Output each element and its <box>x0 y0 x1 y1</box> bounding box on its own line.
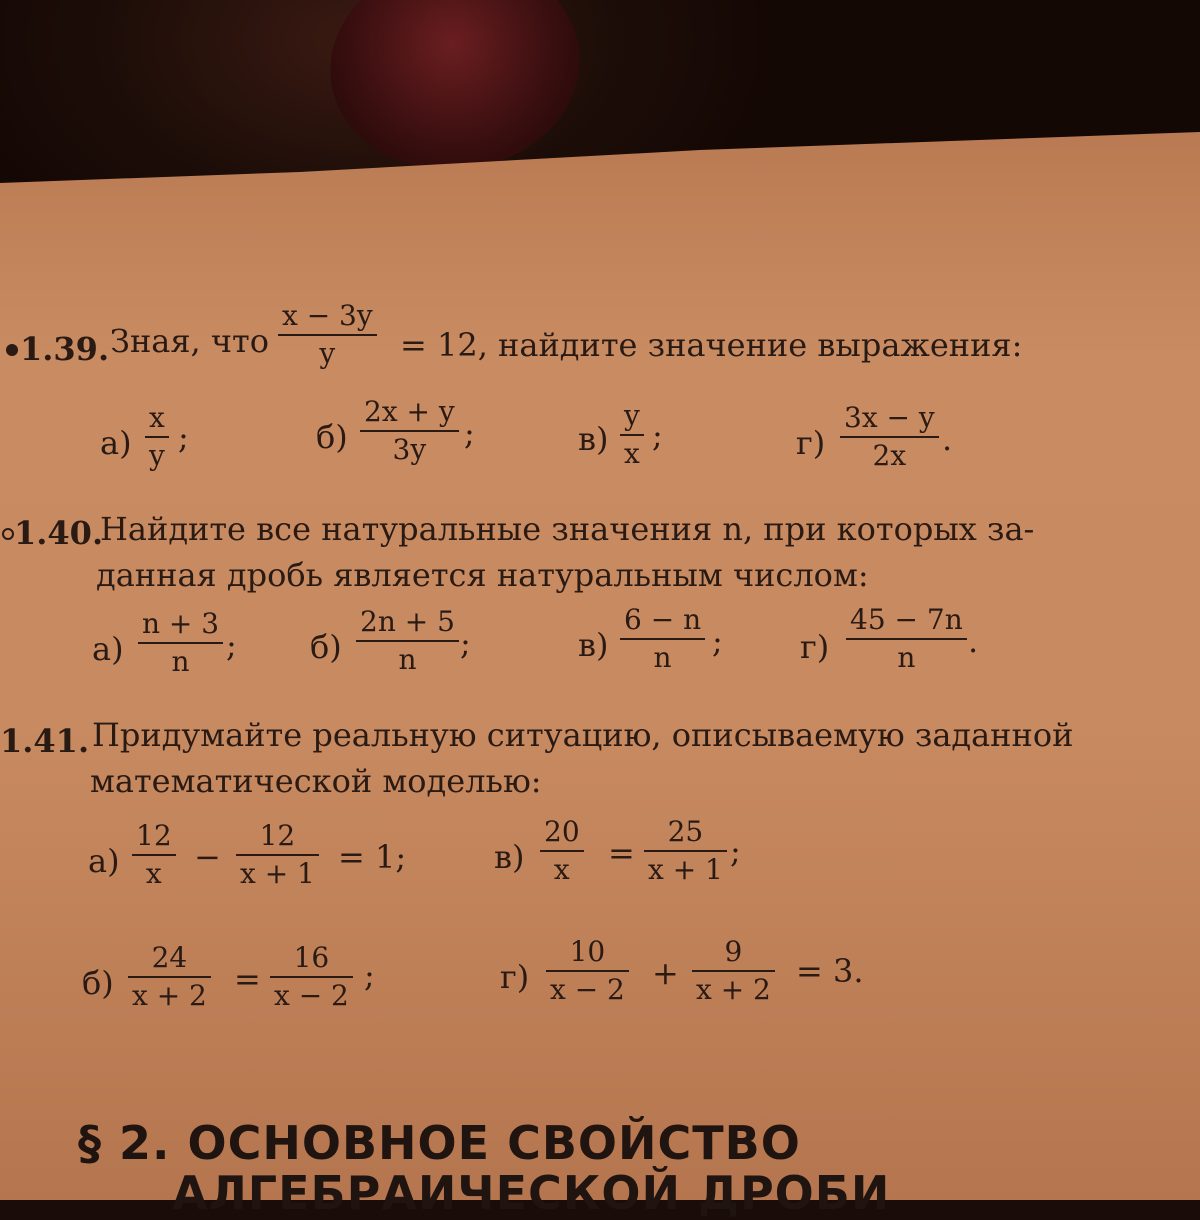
denominator: x <box>145 857 162 890</box>
problem-number-1-41: 1.41. <box>0 722 90 760</box>
numerator: 25 <box>667 815 704 848</box>
item-end: ; <box>178 418 189 456</box>
section-heading: § 2. ОСНОВНОЕ СВОЙСТВО <box>78 1116 801 1170</box>
denominator: x <box>553 853 570 886</box>
denominator: 3y <box>392 433 427 466</box>
numerator: 20 <box>544 815 580 848</box>
numerator: n + 3 <box>142 607 220 640</box>
problem-text: = 12, найдите значение выражения: <box>400 326 1023 364</box>
numerator: x <box>149 401 165 434</box>
item-fraction <box>270 942 353 1012</box>
denominator: x + 2 <box>696 973 771 1006</box>
problem-number-1-40: 1.40. <box>14 514 104 552</box>
item-fraction <box>620 604 705 674</box>
denominator: x + 1 <box>240 857 315 890</box>
problem-text: Найдите все натуральные значения n, при которых за- <box>100 510 1035 548</box>
numerator: 24 <box>151 941 188 974</box>
numerator: 45 − 7n <box>850 603 963 636</box>
equation-rest: ; <box>364 956 375 994</box>
item-fraction <box>840 402 939 472</box>
item-fraction <box>846 604 967 674</box>
equation-rest: ; <box>730 832 741 870</box>
item-label: б) <box>310 628 342 666</box>
denominator: x <box>624 437 640 470</box>
fraction-bar <box>270 976 353 978</box>
item-label: в) <box>578 626 609 664</box>
denominator: y <box>319 337 336 370</box>
item-fraction <box>540 816 584 886</box>
item-fraction <box>692 936 775 1006</box>
operator: + <box>652 954 679 992</box>
operator: = <box>234 960 261 998</box>
item-end: . <box>942 420 953 458</box>
denominator: n <box>398 643 417 676</box>
operator: = <box>608 834 635 872</box>
problem-text: Зная, что <box>110 322 269 360</box>
item-fraction <box>132 820 176 890</box>
numerator: 16 <box>293 941 330 974</box>
fraction-bar <box>236 854 319 856</box>
item-end: ; <box>226 626 237 664</box>
numerator: 9 <box>724 935 743 968</box>
fraction-bar <box>840 436 939 438</box>
equation-rest: = 3. <box>796 952 864 990</box>
numerator: 12 <box>136 819 172 852</box>
numerator: 3x − y <box>844 401 935 434</box>
denominator: n <box>653 641 672 674</box>
denominator: x − 2 <box>550 973 625 1006</box>
fraction-bar <box>132 854 176 856</box>
problem-text: математической моделью: <box>90 762 542 800</box>
fraction-bar <box>846 638 967 640</box>
equation-rest: = 1; <box>338 838 407 876</box>
item-label: б) <box>82 964 114 1002</box>
item-fraction <box>145 402 169 472</box>
denominator: x − 2 <box>274 979 349 1012</box>
item-fraction <box>644 816 727 886</box>
item-fraction <box>360 396 459 466</box>
item-label: б) <box>316 418 348 456</box>
problem-text: Придумайте реальную ситуацию, описываемую заданной <box>92 716 1074 754</box>
item-fraction <box>546 936 629 1006</box>
fraction-bar <box>540 850 584 852</box>
problem-marker-icon <box>2 528 14 540</box>
fraction-bar <box>620 638 705 640</box>
item-label: а) <box>100 424 132 462</box>
item-label: а) <box>92 630 124 668</box>
item-end: ; <box>712 622 723 660</box>
item-fraction <box>236 820 319 890</box>
numerator: 12 <box>259 819 296 852</box>
item-label: а) <box>88 842 120 880</box>
item-label: в) <box>494 838 525 876</box>
fraction-bar <box>278 334 377 336</box>
fraction-bar <box>692 970 775 972</box>
section-heading: АЛГЕБРАИЧЕСКОЙ ДРОБИ <box>172 1166 891 1220</box>
operator: − <box>194 838 221 876</box>
item-label: г) <box>800 628 830 666</box>
fraction-bar <box>620 434 644 436</box>
item-label: г) <box>796 424 826 462</box>
fraction-bar <box>644 850 727 852</box>
item-label: г) <box>500 958 530 996</box>
condition-fraction <box>278 300 377 370</box>
numerator: 2n + 5 <box>360 605 455 638</box>
numerator: 10 <box>569 935 606 968</box>
item-end: ; <box>652 416 663 454</box>
fraction-bar <box>128 976 211 978</box>
problem-marker-icon <box>6 344 18 356</box>
problem-text: данная дробь является натуральным числом: <box>96 556 869 594</box>
denominator: 2x <box>872 439 907 472</box>
denominator: n <box>897 641 916 674</box>
fraction-bar <box>360 430 459 432</box>
fraction-bar <box>356 640 459 642</box>
numerator: x − 3y <box>282 299 373 332</box>
item-end: . <box>968 622 979 660</box>
fraction-bar <box>546 970 629 972</box>
item-end: ; <box>460 624 471 662</box>
denominator: n <box>171 645 190 678</box>
numerator: 6 − n <box>624 603 702 636</box>
denominator: x + 2 <box>132 979 207 1012</box>
denominator: x + 1 <box>648 853 723 886</box>
numerator: y <box>624 399 640 432</box>
problem-number-1-39: 1.39. <box>20 330 110 368</box>
item-fraction <box>128 942 211 1012</box>
fraction-bar <box>138 642 223 644</box>
item-fraction <box>356 606 459 676</box>
numerator: 2x + y <box>364 395 455 428</box>
item-end: ; <box>464 414 475 452</box>
item-fraction <box>138 608 223 678</box>
item-fraction <box>620 400 644 470</box>
item-label: в) <box>578 420 609 458</box>
fraction-bar <box>145 436 169 438</box>
denominator: y <box>149 439 165 472</box>
